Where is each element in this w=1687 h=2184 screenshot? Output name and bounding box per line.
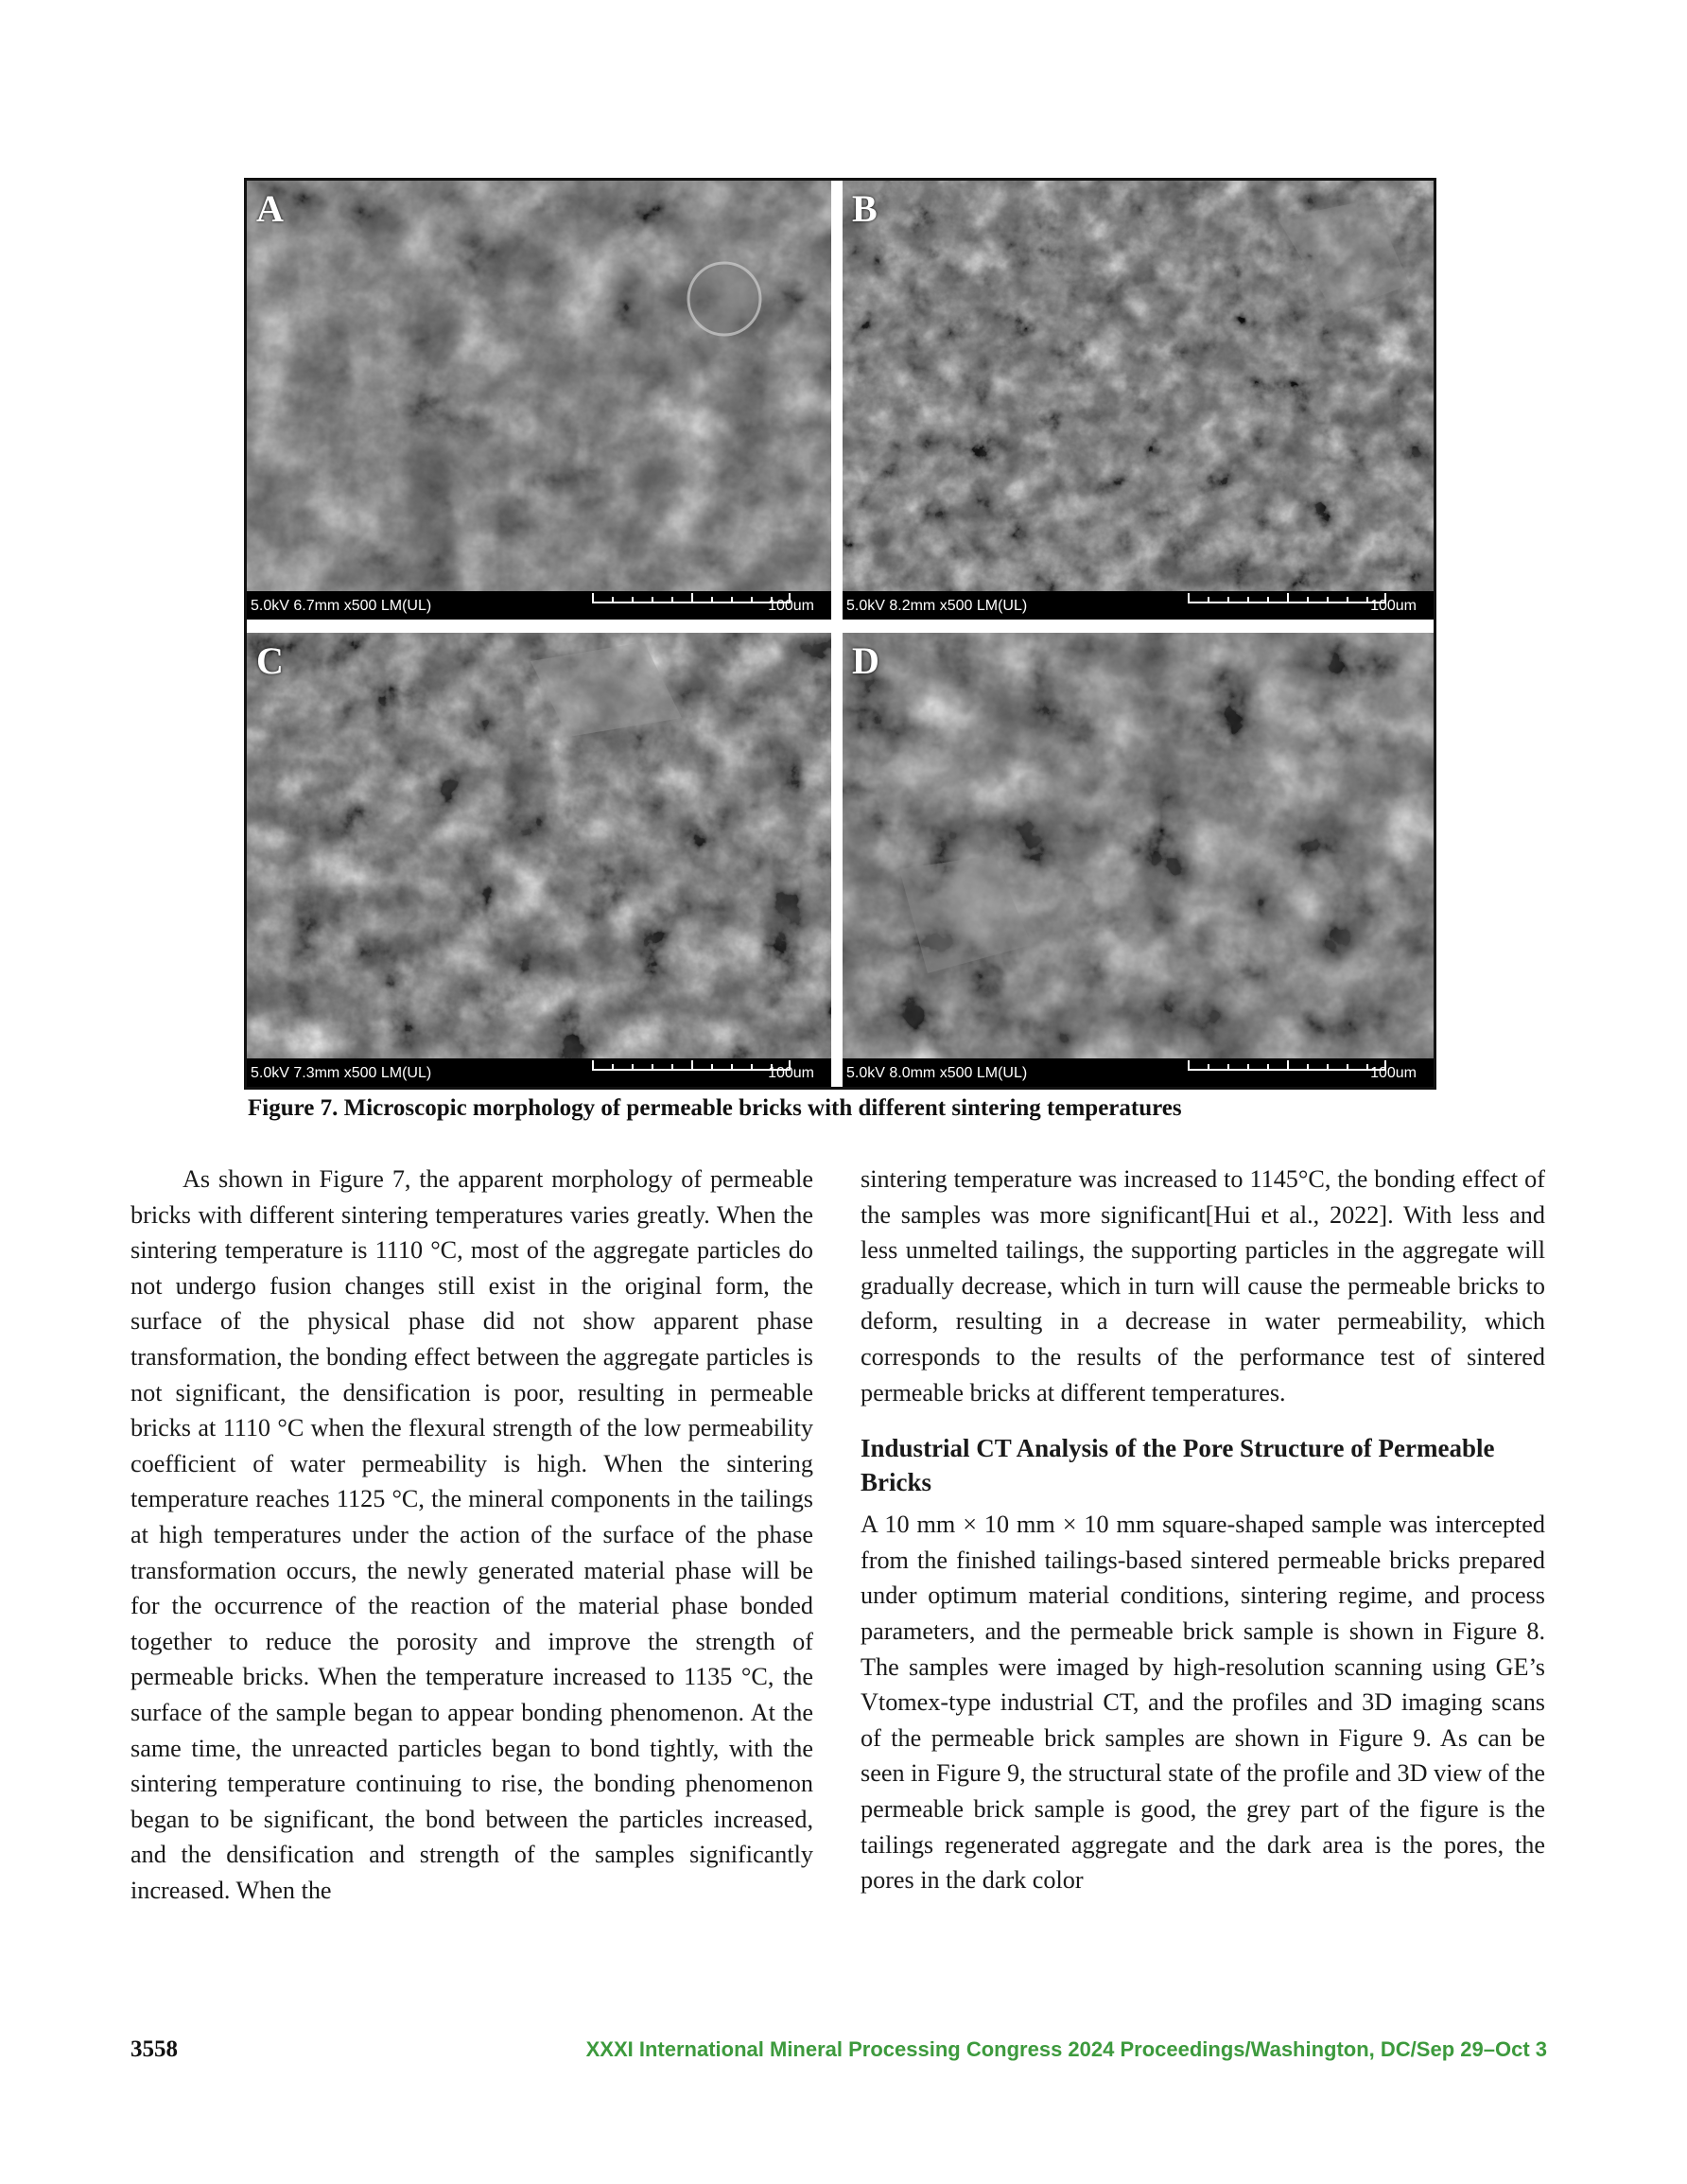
panel-letter: D	[852, 639, 879, 682]
sem-micrograph-b	[843, 181, 1434, 620]
figure-7	[244, 178, 1436, 1090]
scale-label: 100um	[1370, 598, 1417, 614]
sem-parameters: 5.0kV 6.7mm x500 LM(UL)	[251, 598, 432, 614]
left-column	[130, 1162, 813, 1908]
scale-bar-ticks	[1188, 1060, 1386, 1074]
sem-info-bar	[843, 591, 1434, 620]
body-paragraph: As shown in Figure 7, the apparent morphology of permeable bricks with different sintering temperatures varies greatly. When the sintering temperature is 1110 °C, most of the aggregate particles do not undergo fusion changes still exist in the original form, the surface of the physical phase did not show apparent phase transformation, the bonding effect between the aggregate particles is not significant, the densification is poor, resulting in permeable bricks at 1110 °C when the flexural strength of the low permeability coefficient of water permeability is high. When the sintering temperature reaches 1125 °C, the mineral components in the tailings at high temperatures under the action of the surface of the phase transformation occurs, the newly generated material phase will be for the occurrence of the reaction of the material phase bonded together to reduce the porosity and improve the strength of permeable bricks. When the temperature increased to 1135 °C, the surface of the sample began to appear bonding phenomenon. At the same time, the unreacted particles began to bond tightly, with the sintering temperature continuing to rise, the bonding phenomenon began to be significant, the bond between the particles increased, and the densification and strength of the samples significantly increased. When the	[130, 1165, 813, 1904]
sem-parameters: 5.0kV 7.3mm x500 LM(UL)	[251, 1065, 432, 1081]
scale-bar-ticks	[1188, 593, 1386, 606]
scale-label: 100um	[768, 598, 814, 614]
body-paragraph: A 10 mm × 10 mm × 10 mm square-shaped sample was intercepted from the finished tailings-based sintered permeable bricks prepared under optimum material conditions, sintering regime, and process parameters, and the permeable brick sample is shown in Figure 8. The samples were imaged by high-resolution scanning using GE’s Vtomex-type industrial CT, and the profiles and 3D imaging scans of the permeable brick samples are shown in Figure 9. As can be seen in Figure 9, the structural state of the profile and 3D view of the permeable brick sample is good, the grey part of the figure is the tailings regenerated aggregate and the dark area is the pores, the pores in the dark color	[861, 1511, 1545, 1895]
panel-letter: C	[256, 639, 284, 682]
sem-panel-b	[843, 181, 1434, 620]
sem-micrograph-d	[843, 633, 1434, 1087]
figure-caption: Figure 7. Microscopic morphology of permeable bricks with different sintering temperatures	[248, 1095, 1182, 1121]
sem-parameters: 5.0kV 8.0mm x500 LM(UL)	[846, 1065, 1028, 1081]
scale-label: 100um	[768, 1065, 814, 1081]
sem-panel-d	[843, 633, 1434, 1087]
sem-panel-c	[247, 633, 831, 1087]
scale-label: 100um	[1370, 1065, 1417, 1081]
right-column	[861, 1162, 1545, 1898]
sem-micrograph-a	[247, 181, 831, 620]
panel-letter: A	[256, 187, 284, 230]
scale-bar-ticks	[592, 593, 791, 606]
sem-info-bar	[247, 1058, 831, 1087]
scale-bar-ticks	[592, 1060, 791, 1074]
sem-info-bar	[247, 591, 831, 620]
sem-micrograph-c	[247, 633, 831, 1087]
body-paragraph: sintering temperature was increased to 1145°C, the bonding effect of the samples was more significant[Hui et al., 2022]. With less and less unmelted tailings, the supporting particles in the aggregate will gradually decrease, which in turn will cause the permeable bricks to deform, resulting in a decrease in water permeability, which corresponds to the results of the performance test of sintered permeable bricks at different temperatures.	[861, 1165, 1545, 1406]
panel-letter: B	[852, 187, 878, 230]
section-heading: Industrial CT Analysis of the Pore Structure of Permeable Bricks	[861, 1434, 1495, 1497]
sem-info-bar	[843, 1058, 1434, 1087]
sem-parameters: 5.0kV 8.2mm x500 LM(UL)	[846, 598, 1028, 614]
running-footer: XXXI International Mineral Processing Congress 2024 Proceedings/Washington, DC/Sep 29–Oct 3	[585, 2037, 1547, 2061]
page-number: 3558	[130, 2036, 178, 2062]
sem-panel-a	[247, 181, 831, 620]
